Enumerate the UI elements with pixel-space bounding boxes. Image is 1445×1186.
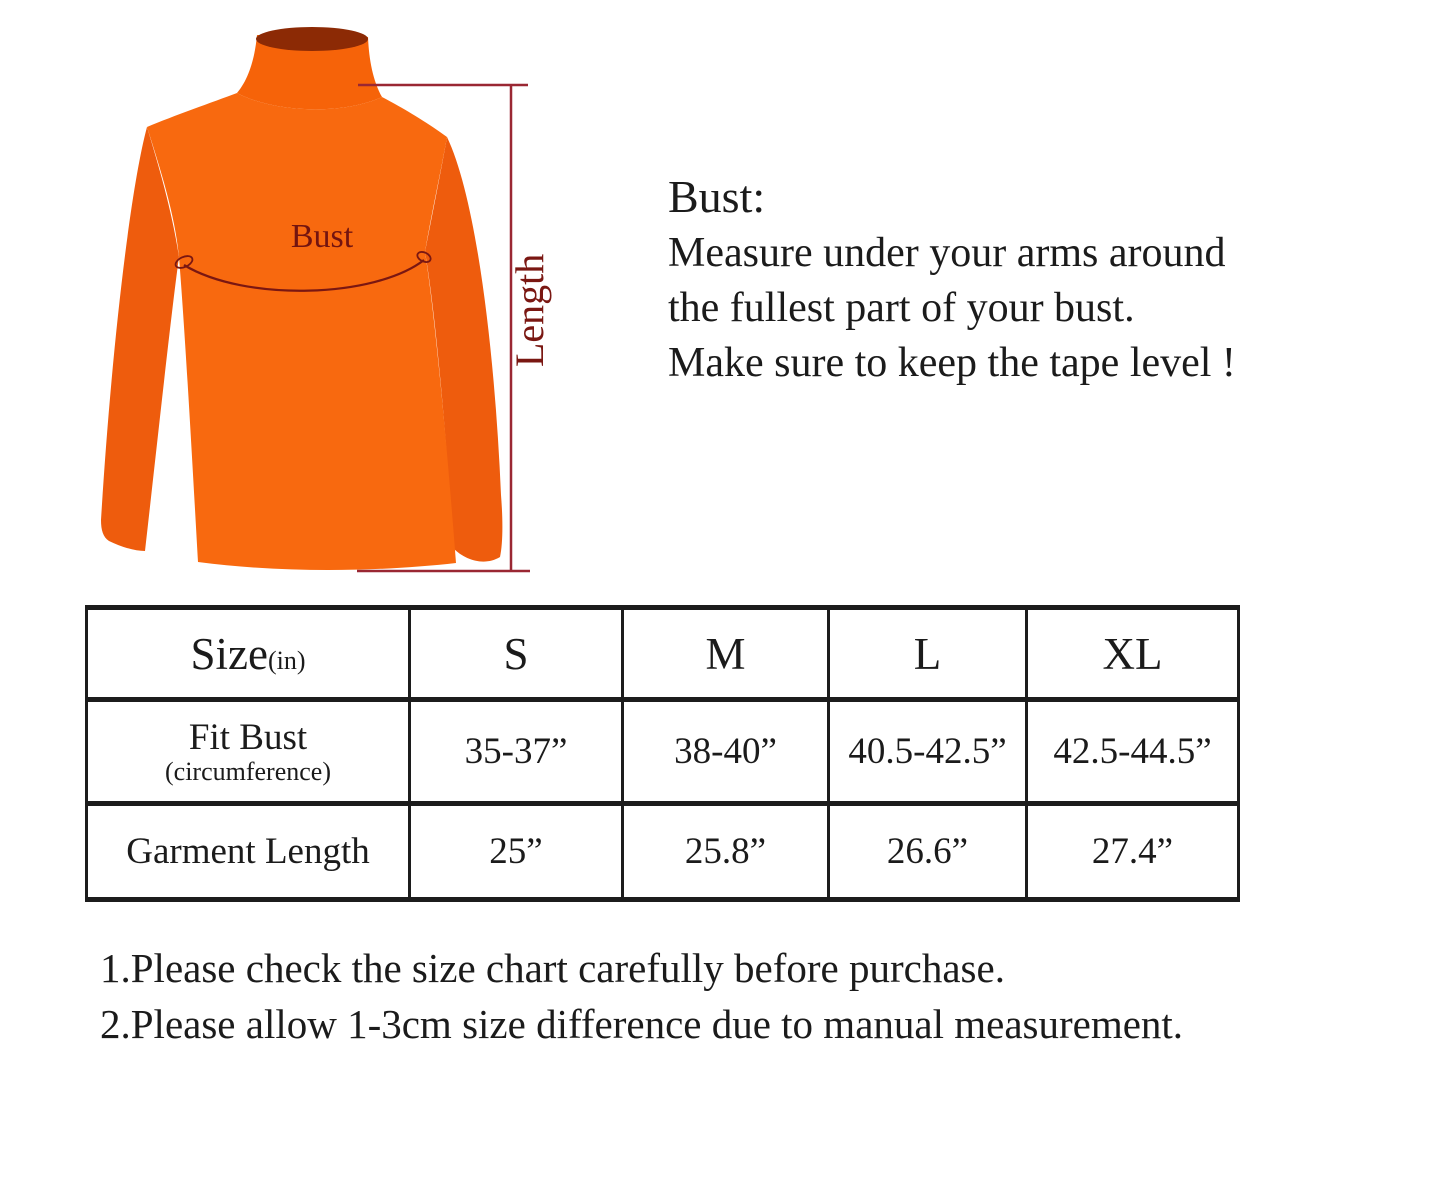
fit-bust-value-s: 35-37”	[410, 700, 623, 804]
bust-instructions	[668, 168, 1236, 391]
size-table	[85, 605, 1240, 902]
garment-length-value-xl: 27.4”	[1027, 804, 1239, 900]
instructions-line-2: the fullest part of your bust.	[668, 285, 1135, 331]
size-table-header-row	[87, 608, 1239, 700]
size-column-s: S	[410, 608, 623, 700]
fit-bust-sublabel: (circumference)	[165, 756, 331, 786]
size-header-unit: (in)	[267, 645, 306, 675]
instructions-line-3: Make sure to keep the tape level !	[668, 340, 1236, 386]
fit-bust-value-l: 40.5-42.5”	[829, 700, 1027, 804]
size-column-m: M	[623, 608, 829, 700]
garment-length-row	[87, 804, 1239, 900]
purchase-notes	[100, 940, 1183, 1052]
length-label: Length	[507, 253, 552, 367]
note-1: 1.Please check the size chart carefully before purchase.	[100, 945, 1005, 991]
garment-length-value-m: 25.8”	[623, 804, 829, 900]
size-column-l: L	[829, 608, 1027, 700]
fit-bust-value-xl: 42.5-44.5”	[1027, 700, 1239, 804]
size-header-label: Size	[190, 628, 268, 679]
garment-length-label-cell: Garment Length	[87, 804, 410, 900]
fit-bust-label-cell	[87, 700, 410, 804]
garment-length-value-s: 25”	[410, 804, 623, 900]
instructions-heading: Bust:	[668, 171, 766, 222]
size-header-cell	[87, 608, 410, 700]
bust-label: Bust	[290, 218, 354, 255]
collar-opening-shape	[256, 27, 368, 51]
garment-length-value-l: 26.6”	[829, 804, 1027, 900]
note-2: 2.Please allow 1-3cm size difference due to manual measurement.	[100, 1001, 1184, 1047]
size-column-xl: XL	[1027, 608, 1239, 700]
fit-bust-value-m: 38-40”	[623, 700, 829, 804]
instructions-line-1: Measure under your arms around	[668, 230, 1226, 276]
shirt-measurement-diagram	[85, 15, 585, 595]
shirt-torso-shape	[147, 93, 456, 570]
fit-bust-row	[87, 700, 1239, 804]
fit-bust-label: Fit Bust	[188, 716, 308, 758]
